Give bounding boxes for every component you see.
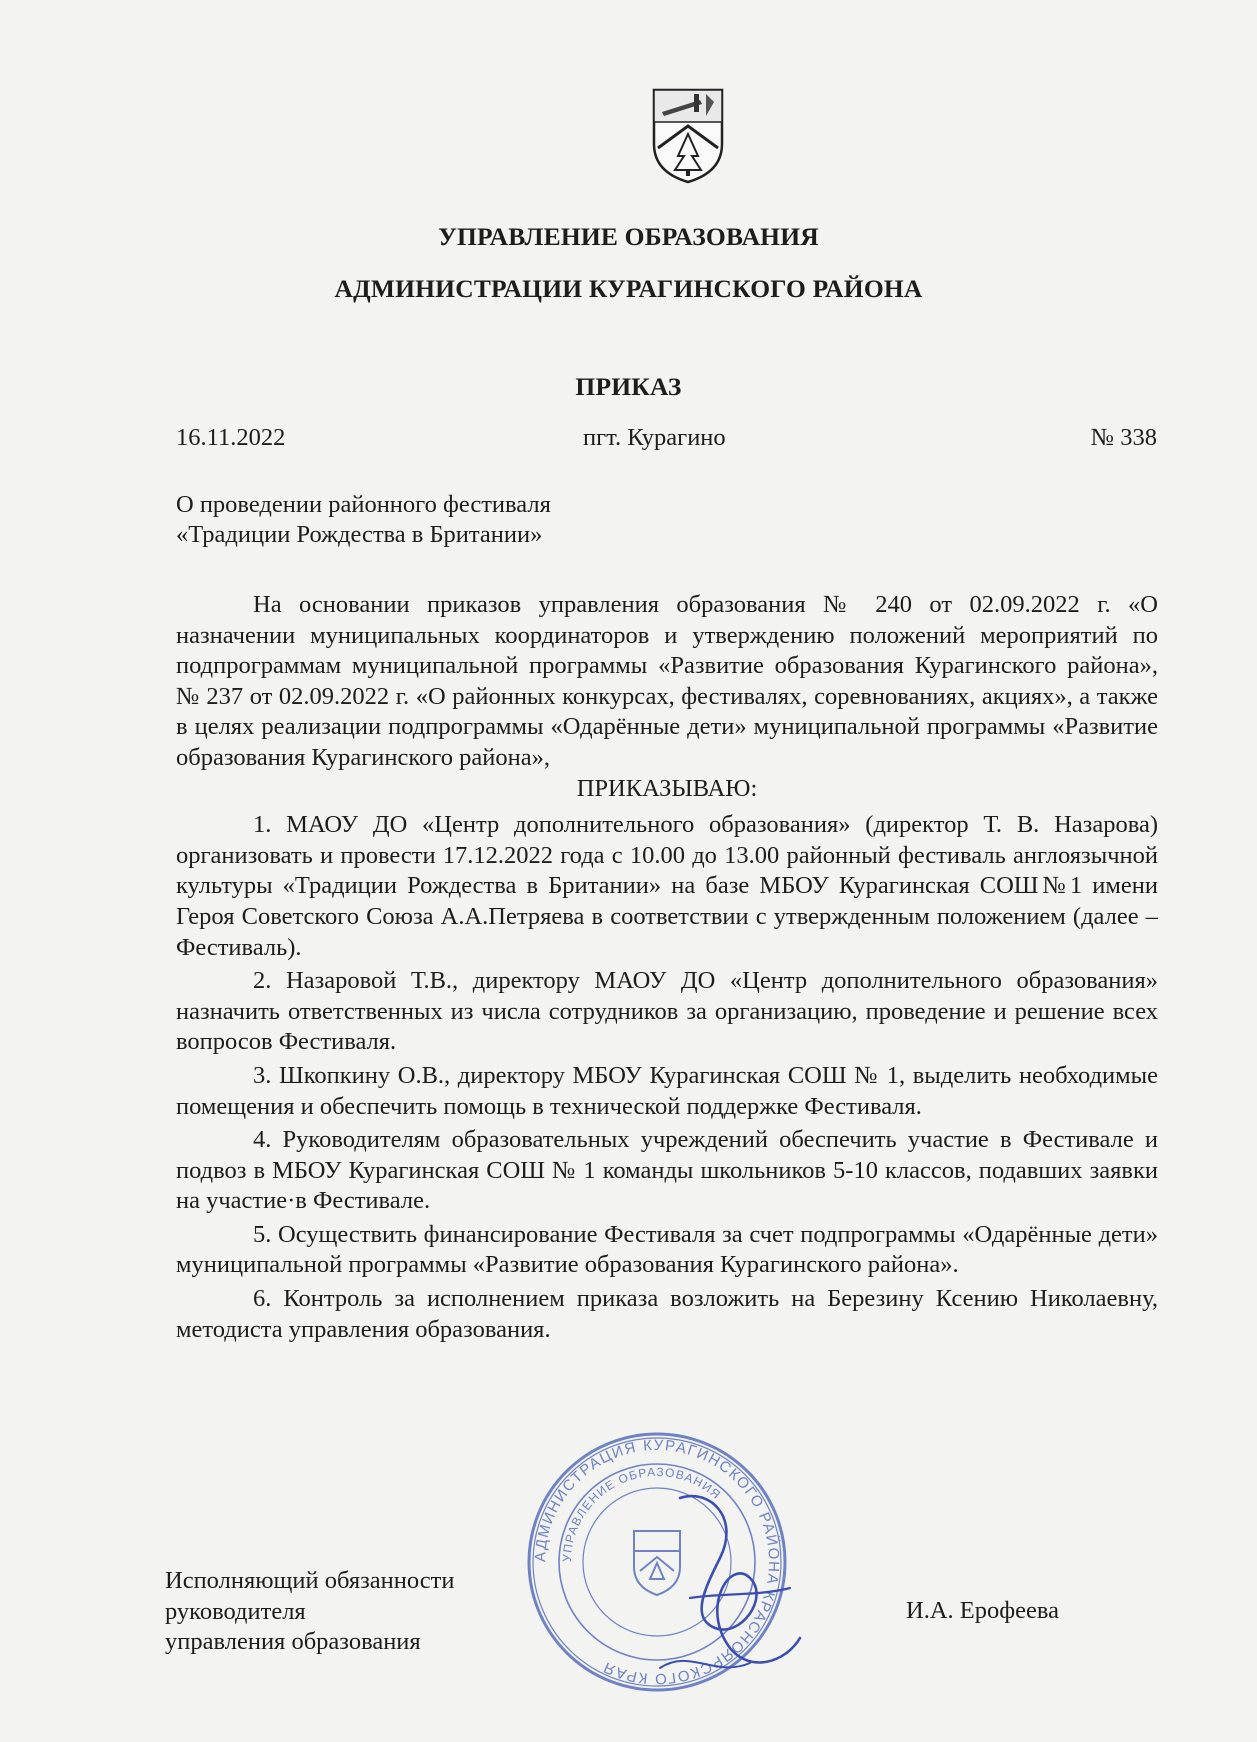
signatory-line-2: руководителя (165, 1597, 306, 1625)
order-place: пгт. Курагино (583, 424, 726, 451)
preamble-paragraph: На основании приказов управления образования № 240 от 02.09.2022 г. «О назначении муниципальных координаторов и утверждению положений мероприятий по подпрограммам муниципальной программы «Развитие образования Курагинского района», № 237 от 02.09.2022 г. «О районных конкурсах, фестивалях, соревнованиях, акциях», а также в целях реализации подпрограммы «Одарённые дети» муниципальной программы «Развитие образования Курагинского района», (176, 591, 1158, 771)
order-item: 1. МАОУ ДО «Центр дополнительного образования» (директор Т. В. Назарова) организовать и провести 17.12.2022 года с 10.00 до 13.00 районный фестиваль англоязычной культуры «Традиции Рождества в Британии» на базе МБОУ Курагинская СОШ№1 имени Героя Советского Союза А.А.Петряева в соответствии с утвержденным положением (далее – Фестиваль). (176, 811, 1158, 961)
order-body (176, 590, 1158, 1345)
signatory-line-3: управления образования (165, 1628, 421, 1655)
coat-of-arms-icon (648, 86, 728, 186)
order-item: 3. Шкопкину О.В., директору МБОУ Курагинская СОШ № 1, выделить необходимые помещения и обеспечить помощь в технической поддержке Фестиваля. (176, 1061, 1158, 1120)
document-type: ПРИКАЗ (575, 372, 682, 401)
subject-line-2: «Традиции Рождества в Британии» (176, 521, 543, 548)
order-item: 2. Назаровой Т.В., директору МАОУ ДО «Центр дополнительного образования» назначить ответственных из числа сотрудников за организацию, проведение и решение всех вопросов Фестиваля. (176, 967, 1158, 1056)
order-item: 6. Контроль за исполнением приказа возложить на Березину Ксению Николаевну, методиста управления образования. (176, 1285, 1158, 1343)
handwritten-signature (620, 1478, 820, 1688)
signatory-title (165, 1566, 454, 1658)
organization-title-line-2: АДМИНИСТРАЦИИ КУРАГИНСКОГО РАЙОНА (334, 274, 923, 303)
seal-outer-text: АДМИНИСТРАЦИЯ КУРАГИНСКОГО РАЙОНА КРАСНОЯРСКОГО КРАЯ (531, 1436, 783, 1688)
subject-line-1: О проведении районного фестиваля (176, 491, 551, 518)
order-number: № 338 (1090, 424, 1157, 451)
order-date: 16.11.2022 (176, 424, 286, 451)
order-item: 4. Руководителям образовательных учреждений обеспечить участие в Фестивале и подвоз в МБОУ Курагинская СОШ № 1 команды школьников 5-10 классов, подавших заявки на участие·в Фестивале. (176, 1126, 1158, 1215)
order-word: ПРИКАЗЫВАЮ: (576, 774, 758, 802)
signatory-name: И.А. Ерофеева (906, 1597, 1059, 1624)
organization-title-line-1: УПРАВЛЕНИЕ ОБРАЗОВАНИЯ (438, 222, 819, 251)
seal-inner-text: УПРАВЛЕНИЕ ОБРАЗОВАНИЯ (559, 1464, 724, 1563)
signatory-line-1: Исполняющий обязанности (165, 1567, 455, 1594)
order-subject (176, 490, 551, 550)
order-item: 5. Осуществить финансирование Фестиваля за счет подпрограммы «Одарённые дети» муниципальной программы «Развитие образования Курагинского района». (176, 1220, 1158, 1279)
